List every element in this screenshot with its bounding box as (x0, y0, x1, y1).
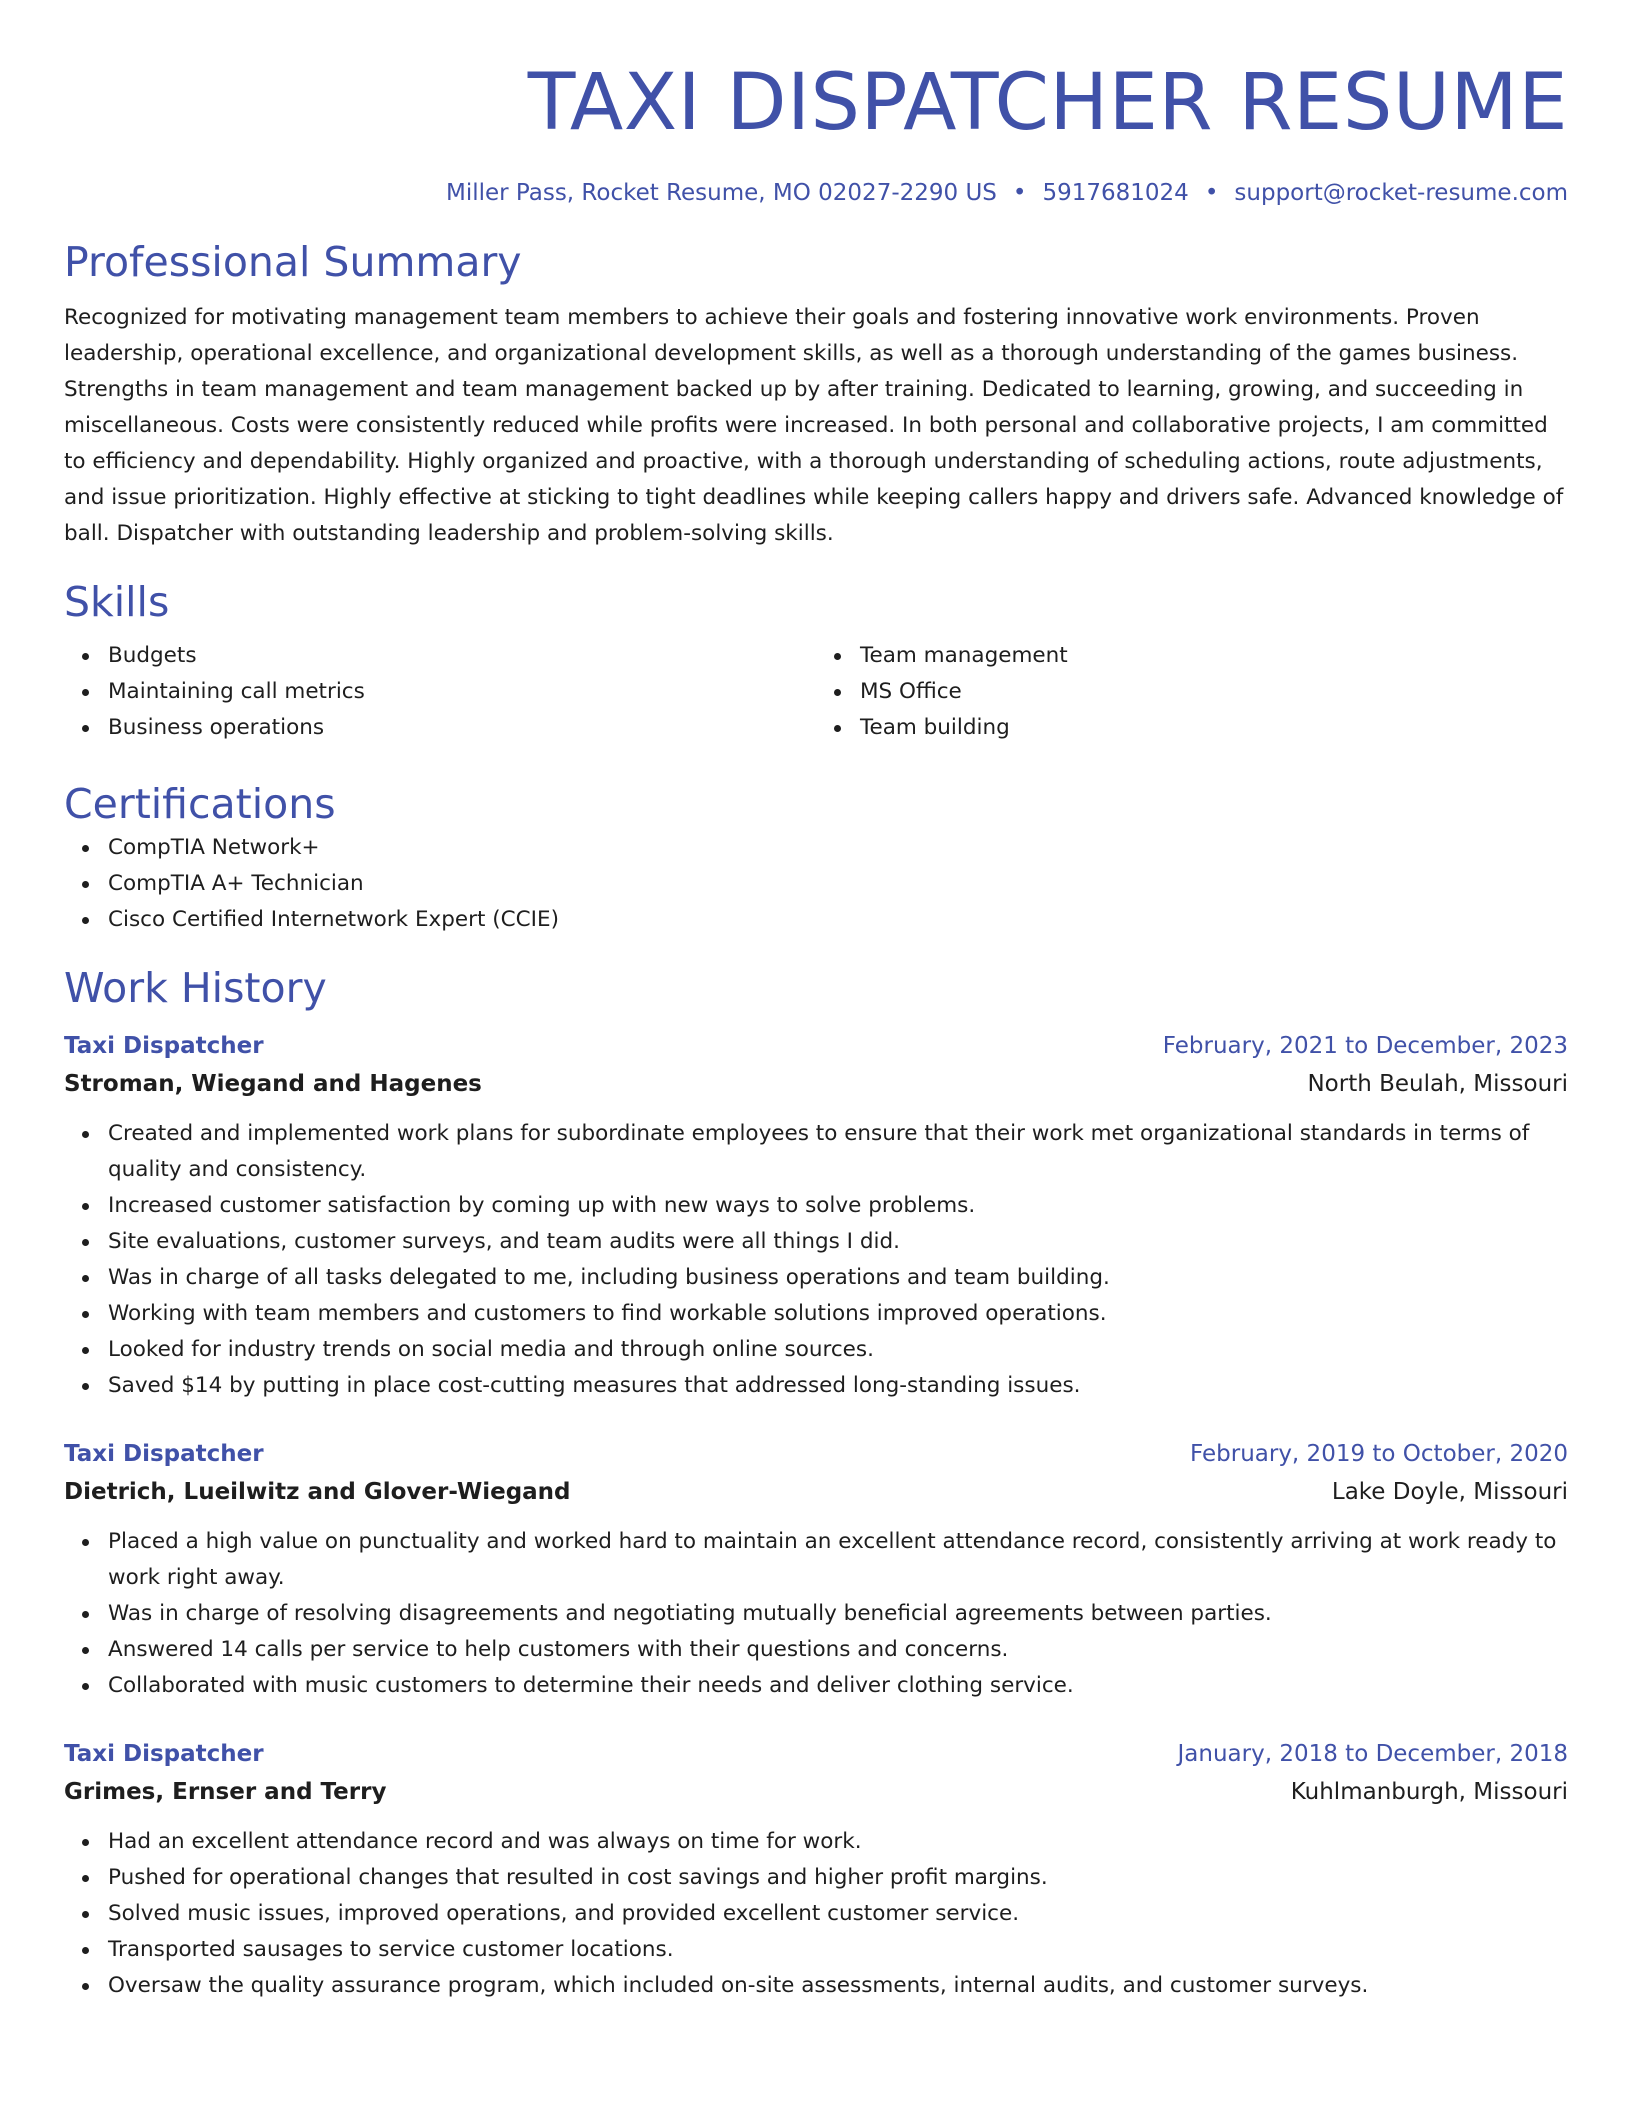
resume-title: TAXI DISPATCHER RESUME (527, 58, 1568, 148)
job-bullets (64, 1524, 1568, 1704)
job-location: Lake Doyle, Missouri (1331, 1479, 1568, 1505)
job-title: Taxi Dispatcher (64, 1033, 264, 1059)
certification-item: CompTIA Network+ (108, 830, 1568, 866)
job-dates: January, 2018 to December, 2018 (1177, 1741, 1568, 1767)
certification-item: CompTIA A+ Technician (108, 866, 1568, 902)
job-bullet: Had an excellent attendance record and was always on time for work. (108, 1824, 1568, 1860)
job-bullet: Site evaluations, customer surveys, and team audits were all things I did. (108, 1224, 1568, 1260)
job-header-row (64, 1028, 1568, 1064)
job-bullet: Transported sausages to service customer locations. (108, 1932, 1568, 1968)
contact-email: support@rocket-resume.com (1234, 180, 1568, 206)
job-bullet: Looked for industry trends on social media and through online sources. (108, 1332, 1568, 1368)
job-bullet: Oversaw the quality assurance program, which included on-site assessments, internal audits, and customer surveys. (108, 1968, 1568, 2004)
job-title: Taxi Dispatcher (64, 1741, 264, 1767)
job-company: Stroman, Wiegand and Hagenes (64, 1071, 482, 1097)
job-bullets (64, 1824, 1568, 2004)
contact-line (64, 178, 1568, 208)
job-bullet: Working with team members and customers to find workable solutions improved operations. (108, 1296, 1568, 1332)
job-bullet: Saved $14 by putting in place cost-cutting measures that addressed long-standing issues. (108, 1368, 1568, 1404)
job-location: North Beulah, Missouri (1307, 1071, 1568, 1097)
job-bullet: Created and implemented work plans for subordinate employees to ensure that their work met organizational standards in terms of quality and consistency. (108, 1116, 1568, 1188)
job-company-row (64, 1472, 1568, 1512)
job-dates: February, 2019 to October, 2020 (1190, 1441, 1568, 1467)
certifications-heading: Certifications (64, 780, 336, 828)
contact-separator: • (1012, 180, 1027, 206)
skill-item: Team management (860, 638, 1568, 674)
job-company-row (64, 1772, 1568, 1812)
job-bullet: Solved music issues, improved operations, and provided excellent customer service. (108, 1896, 1568, 1932)
job-company-row (64, 1064, 1568, 1104)
job-company: Grimes, Ernser and Terry (64, 1779, 387, 1805)
job-entry (64, 1436, 1568, 1704)
skill-item: Maintaining call metrics (108, 674, 816, 710)
skills-list-left (64, 638, 816, 746)
contact-address: Miller Pass, Rocket Resume, MO 02027-2290 US (445, 180, 997, 206)
job-bullet: Was in charge of all tasks delegated to me, including business operations and team building. (108, 1260, 1568, 1296)
job-bullet: Answered 14 calls per service to help customers with their questions and concerns. (108, 1632, 1568, 1668)
contact-phone: 5917681024 (1042, 180, 1189, 206)
skill-item: MS Office (860, 674, 1568, 710)
skill-item: Business operations (108, 710, 816, 746)
job-entry (64, 1736, 1568, 2004)
job-location: Kuhlmanburgh, Missouri (1290, 1779, 1568, 1805)
job-bullet: Collaborated with music customers to determine their needs and deliver clothing service. (108, 1668, 1568, 1704)
job-header-row (64, 1736, 1568, 1772)
job-dates: February, 2021 to December, 2023 (1162, 1033, 1568, 1059)
job-bullet: Was in charge of resolving disagreements and negotiating mutually beneficial agreements between parties. (108, 1596, 1568, 1632)
skill-item: Budgets (108, 638, 816, 674)
job-title: Taxi Dispatcher (64, 1441, 264, 1467)
job-bullet: Placed a high value on punctuality and worked hard to maintain an excellent attendance record, consistently arriving at work ready to work right away. (108, 1524, 1568, 1596)
job-company: Dietrich, Lueilwitz and Glover-Wiegand (64, 1479, 571, 1505)
summary-text: Recognized for motivating management team members to achieve their goals and fostering innovative work environments. Proven leadership, operational excellence, and organizational development skills, as well as a thorough understanding of the games business. Strengths in team management and team management backed up by after training. Dedicated to learning, growing, and succeeding in miscellaneous. Costs were consistently reduced while profits were increased. In both personal and collaborative projects, I am committed to efficiency and dependability. Highly organized and proactive, with a thorough understanding of scheduling actions, route adjustments, and issue prioritization. Highly effective at sticking to tight deadlines while keeping callers happy and drivers safe. Advanced knowledge of ball. Dispatcher with outstanding leadership and problem-solving skills. (64, 305, 1564, 546)
certification-item: Cisco Certified Internetwork Expert (CCIE) (108, 902, 1568, 938)
job-bullet: Increased customer satisfaction by coming up with new ways to solve problems. (108, 1188, 1568, 1224)
skills-list-right (816, 638, 1568, 746)
work-history-heading: Work History (64, 964, 327, 1012)
summary-heading: Professional Summary (64, 238, 522, 286)
skills-heading: Skills (64, 578, 170, 626)
job-bullet: Pushed for operational changes that resulted in cost savings and higher profit margins. (108, 1860, 1568, 1896)
job-header-row (64, 1436, 1568, 1472)
skill-item: Team building (860, 710, 1568, 746)
certifications-list (64, 830, 1568, 938)
job-entry (64, 1028, 1568, 1404)
job-bullets (64, 1116, 1568, 1404)
contact-separator: • (1204, 180, 1219, 206)
skills-grid (64, 638, 1568, 746)
